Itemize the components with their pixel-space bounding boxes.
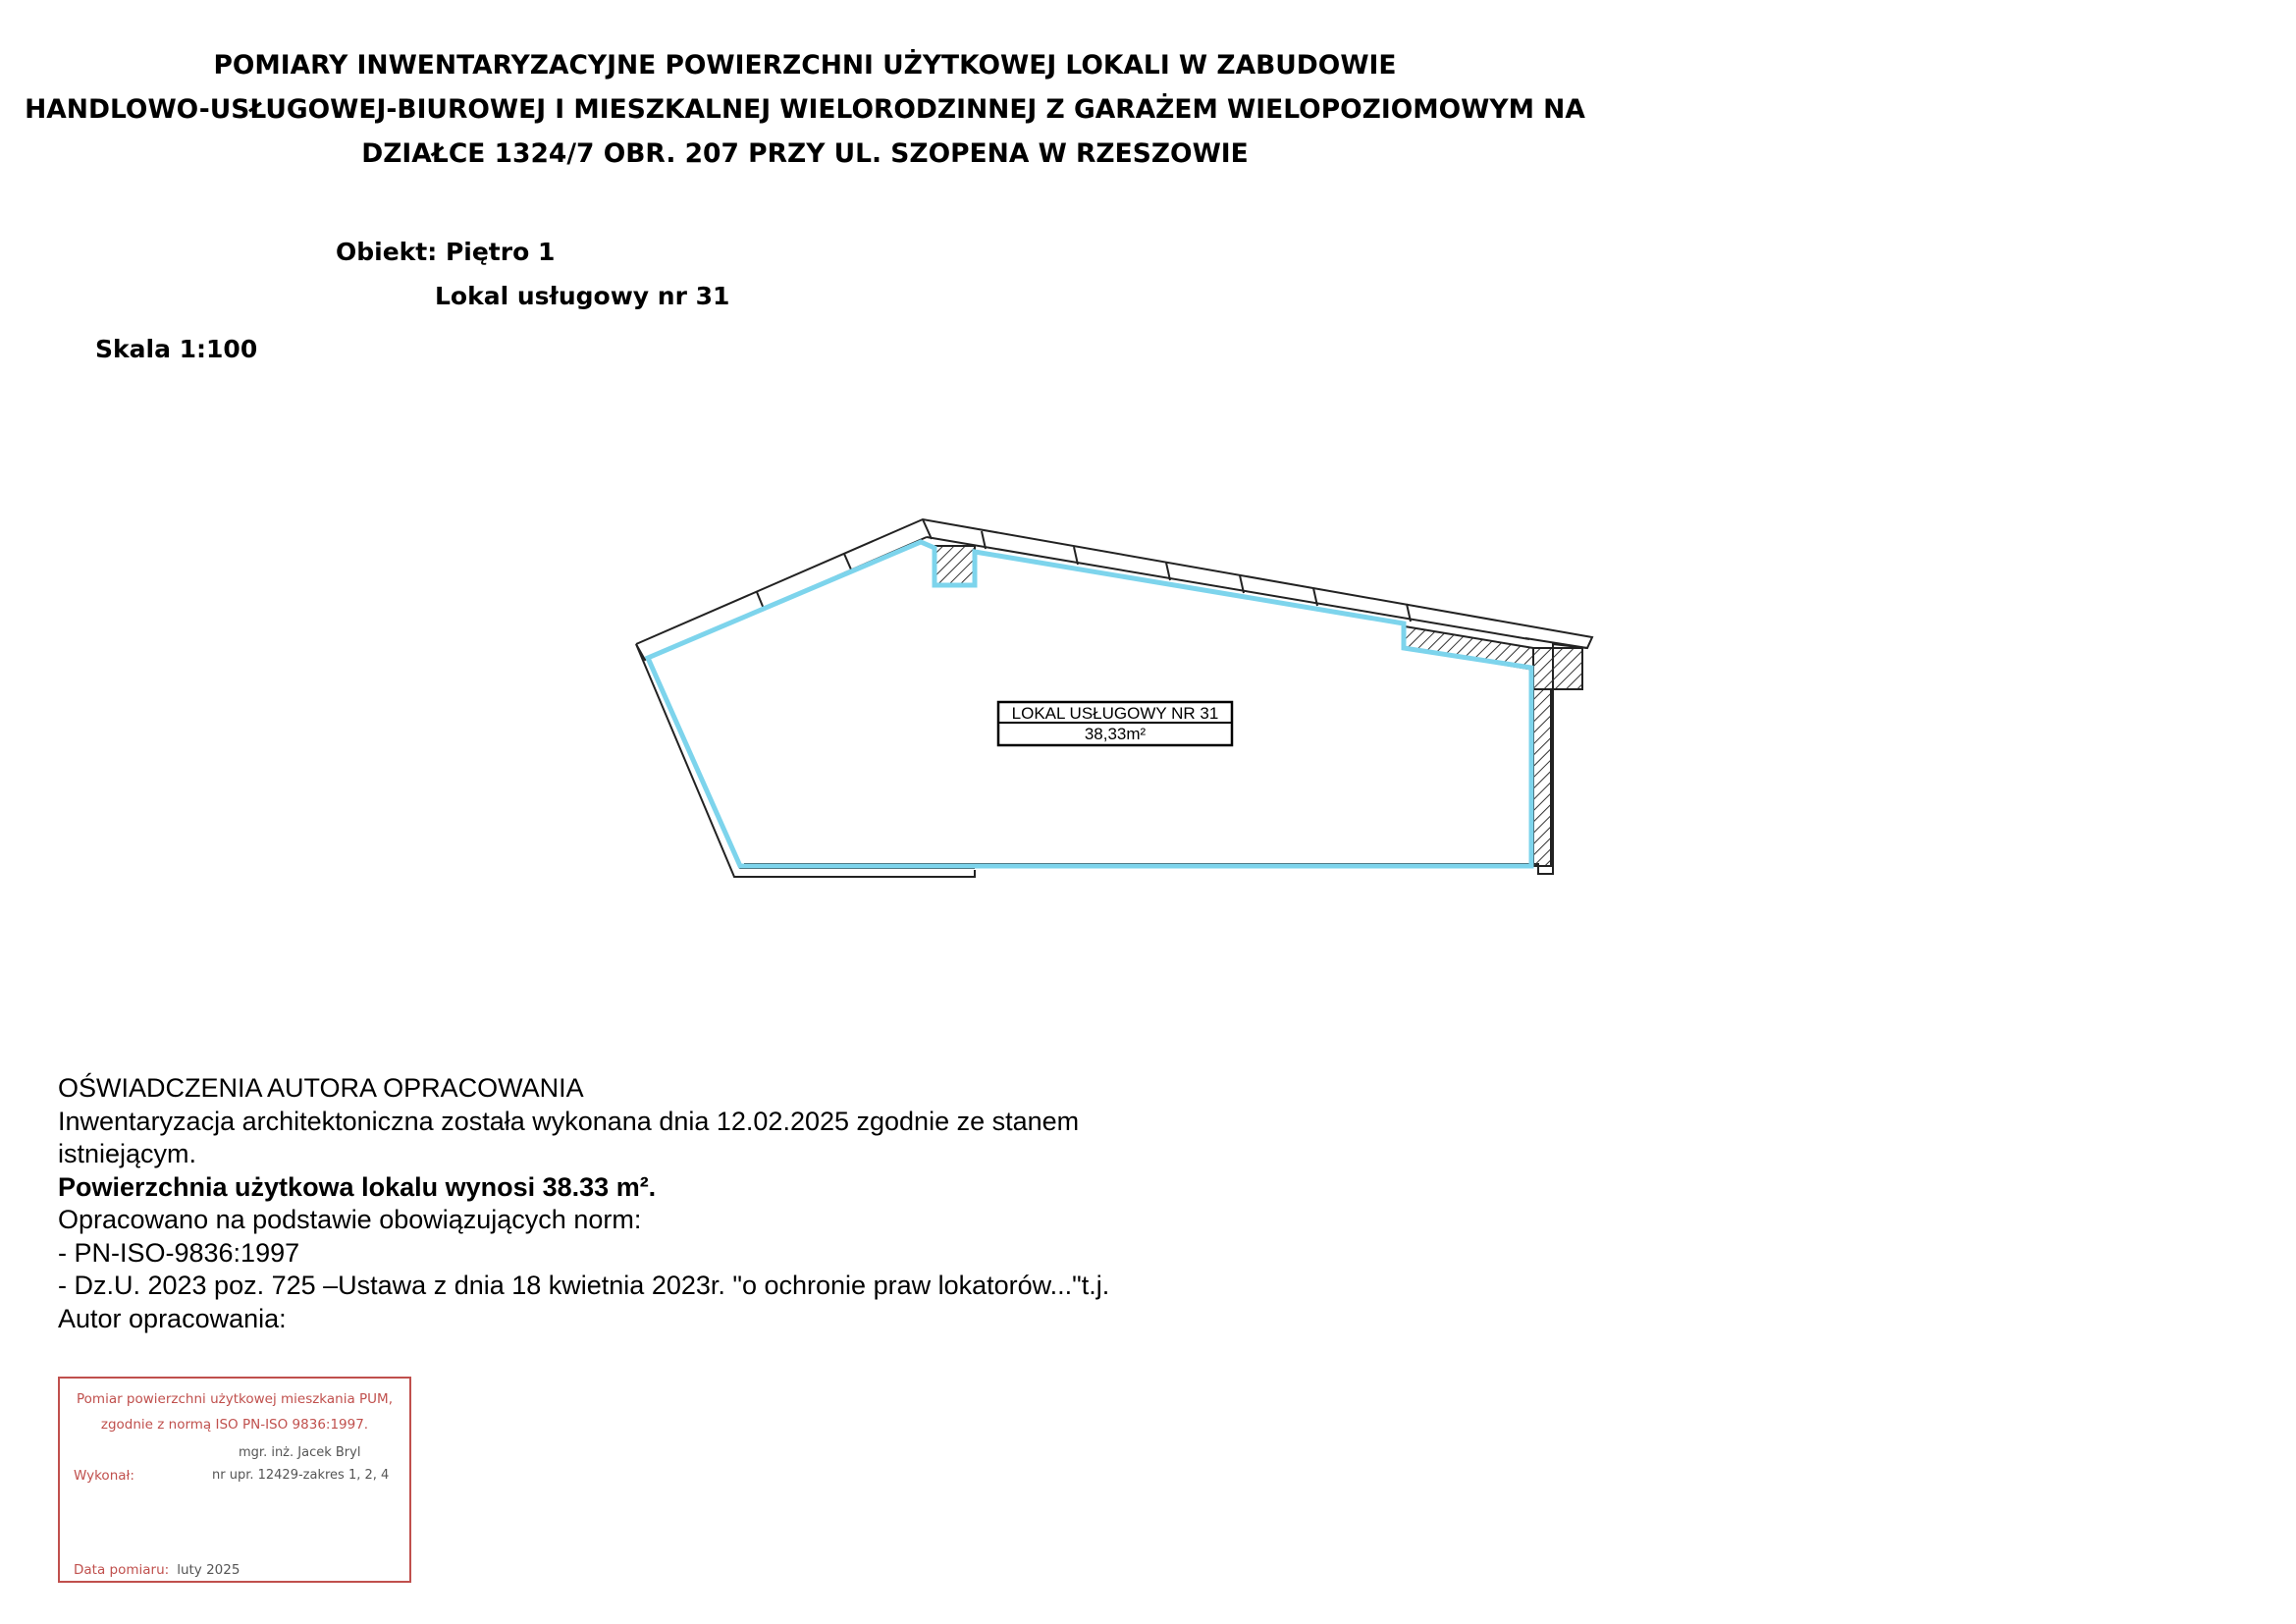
declaration-line-2: istniejącym. [58, 1139, 197, 1168]
column-top [935, 546, 975, 585]
declaration-line-1: Inwentaryzacja architektoniczna została wykonana dnia 12.02.2025 zgodnie ze stanem [58, 1106, 1080, 1136]
room-name: LOKAL USŁUGOWY NR 31 [1011, 704, 1219, 723]
wall-strip-right [1533, 689, 1551, 866]
stamp-name: mgr. inż. Jacek Bryl [239, 1445, 361, 1460]
author-declaration [58, 1072, 1109, 1335]
stamp-performed-label: Wykonał: [74, 1468, 134, 1484]
author-stamp [58, 1377, 411, 1583]
author-label: Autor opracowania: [58, 1303, 287, 1333]
unit-label: Lokal usługowy nr 31 [435, 282, 730, 310]
area-statement: Powierzchnia użytkowa lokalu wynosi 38.33 m². [58, 1171, 657, 1202]
stamp-line-2: zgodnie z normą ISO PN-ISO 9836:1997. [100, 1417, 369, 1433]
title-line-1: POMIARY INWENTARYZACYJNE POWIERZCHNI UŻYTKOWEJ LOKALI W ZABUDOWIE [213, 50, 1397, 81]
stamp-date-value: luty 2025 [177, 1562, 240, 1578]
stamp-date-label: Data pomiaru: [74, 1562, 170, 1578]
title-line-3: DZIAŁCE 1324/7 OBR. 207 PRZY UL. SZOPENA W RZESZOWIE [361, 138, 1249, 169]
stamp-date [74, 1562, 240, 1578]
room-area: 38,33m² [1084, 725, 1147, 743]
title-line-2: HANDLOWO-USŁUGOWEJ-BIUROWEJ I MIESZKALNEJ WIELORODZINNEJ Z GARAŻEM WIELOPOZIOMOWYM NA [25, 94, 1585, 125]
norm-item-2: - Dz.U. 2023 poz. 725 –Ustawa z dnia 18 kwietnia 2023r. "o ochronie praw lokatorów..."t.j. [58, 1271, 1110, 1300]
stamp-line-1: Pomiar powierzchni użytkowej mieszkania PUM, [77, 1391, 393, 1407]
norms-intro: Opracowano na podstawie obowiązujących norm: [58, 1205, 642, 1234]
stamp-license: nr upr. 12429-zakres 1, 2, 4 [212, 1468, 390, 1483]
object-label: Obiekt: Piętro 1 [336, 238, 556, 266]
column-corner [1533, 648, 1582, 689]
scale-label: Skala 1:100 [95, 335, 258, 363]
norm-item-1: - PN-ISO-9836:1997 [58, 1237, 300, 1268]
room-label-box [998, 702, 1232, 745]
declaration-heading: OŚWIADCZENIA AUTORA OPRACOWANIA [58, 1073, 584, 1103]
